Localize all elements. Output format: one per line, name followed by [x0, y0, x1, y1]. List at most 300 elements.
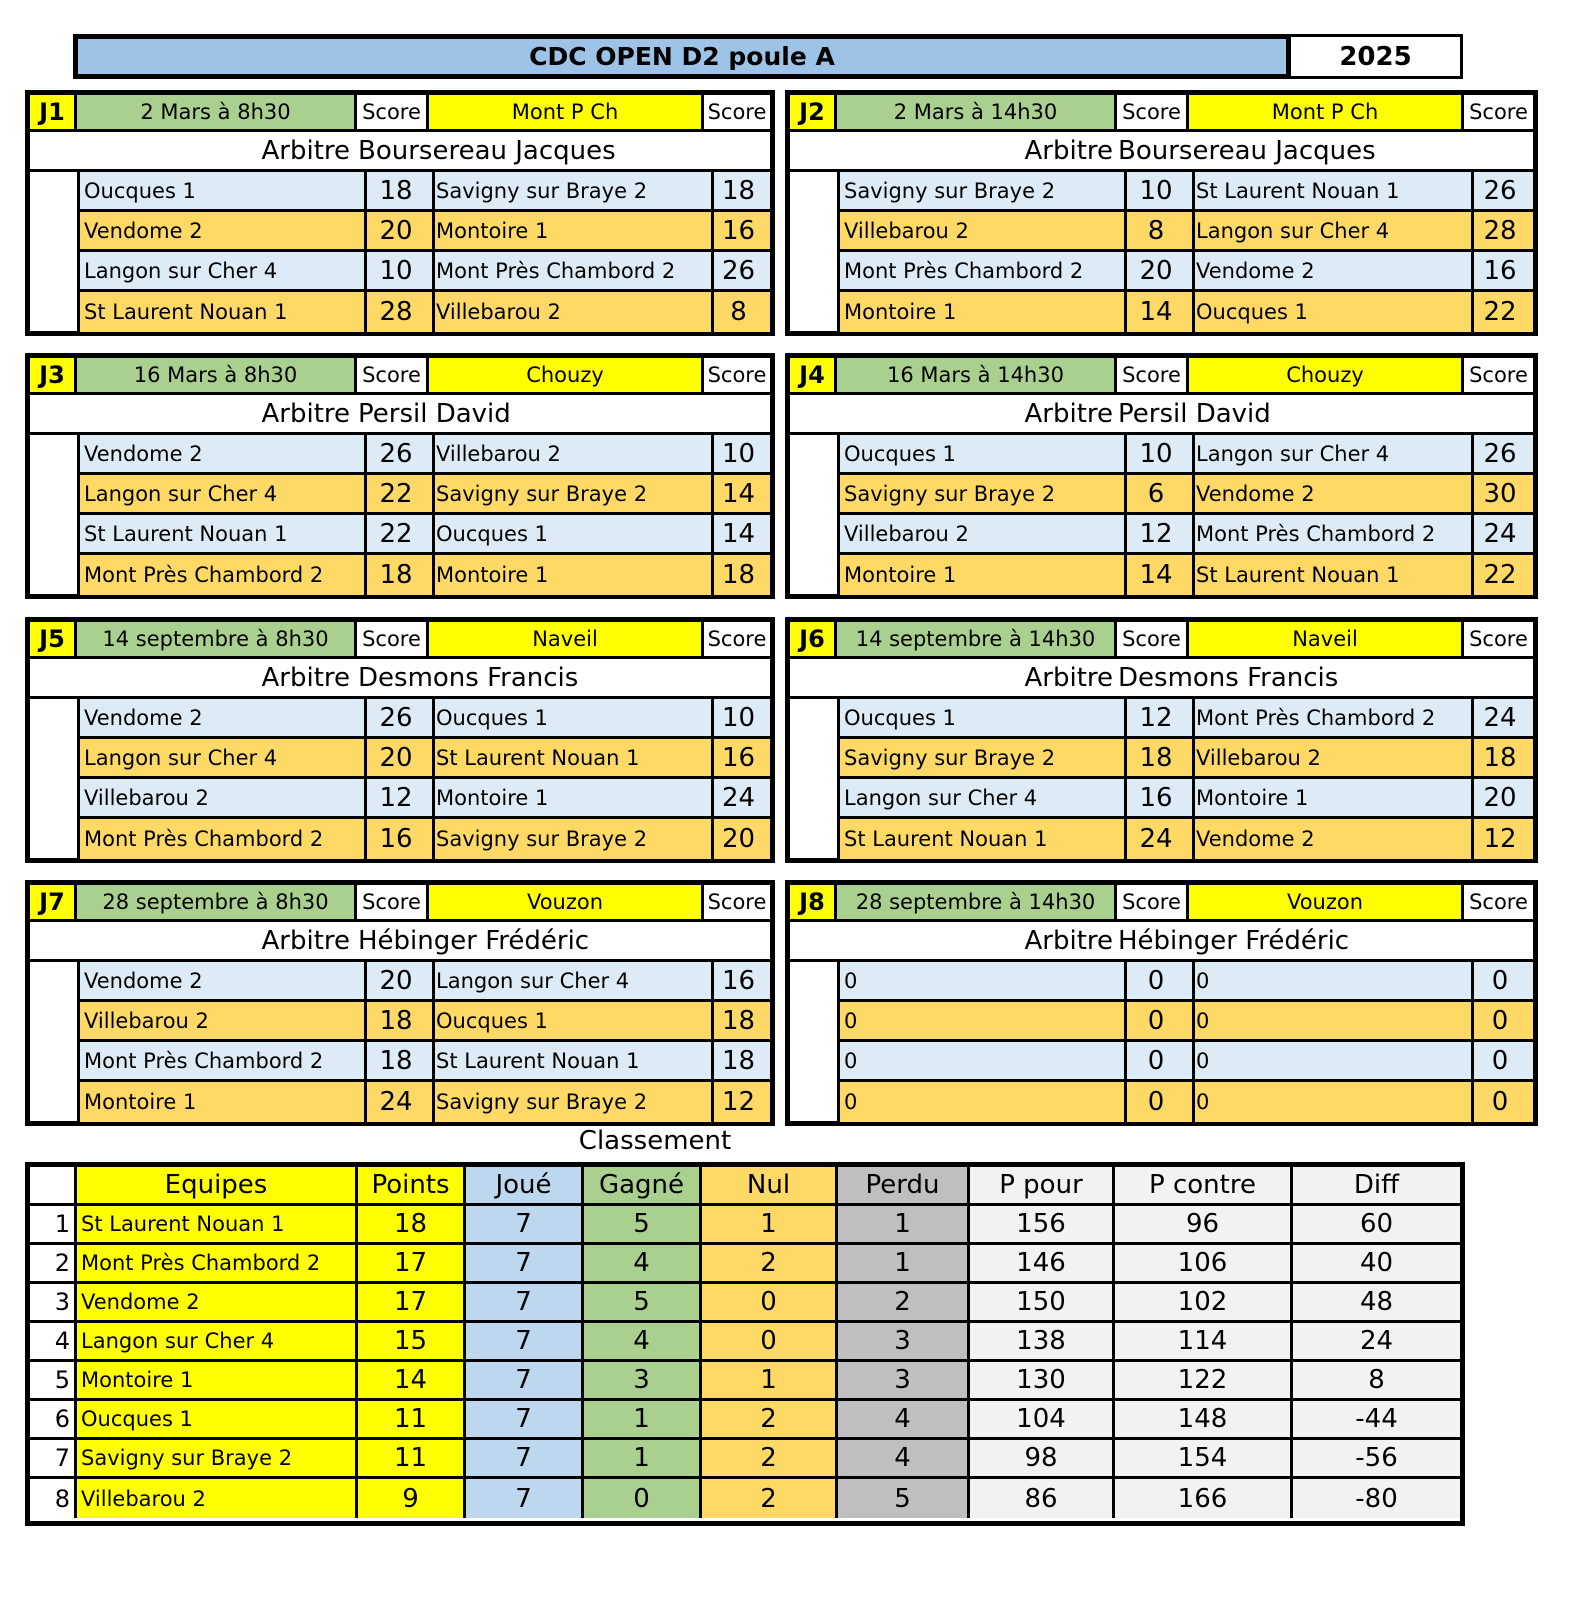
- cell-won: 3: [584, 1362, 702, 1398]
- match-row: [80, 819, 770, 859]
- cell-points-against: 102: [1115, 1284, 1293, 1320]
- match-row: [840, 1082, 1533, 1122]
- cell-points-for: 138: [970, 1323, 1115, 1359]
- journee-block-j2: [785, 90, 1538, 336]
- cell-team: Vendome 2: [77, 1284, 358, 1320]
- home-score: 20: [360, 962, 435, 999]
- away-team: Savigny sur Braye 2: [432, 819, 714, 859]
- cell-played: 7: [466, 1323, 584, 1359]
- journee-date: 2 Mars à 14h30: [837, 95, 1117, 132]
- cell-diff: -44: [1293, 1401, 1460, 1437]
- away-team: 0: [1192, 962, 1474, 999]
- home-team: St Laurent Nouan 1: [80, 292, 367, 332]
- match-grid: [837, 699, 1533, 858]
- journee-tag: J4: [790, 358, 837, 395]
- home-team: Montoire 1: [840, 555, 1127, 595]
- classement-title: Classement: [578, 1126, 732, 1156]
- score-header: Score: [357, 358, 429, 395]
- home-score: 10: [1120, 435, 1195, 472]
- away-score: 16: [721, 215, 756, 246]
- away-score: 12: [721, 1087, 756, 1117]
- cell-lost: 4: [838, 1401, 970, 1437]
- home-score: 16: [1120, 779, 1195, 816]
- home-team: St Laurent Nouan 1: [80, 515, 367, 552]
- cell-team: Langon sur Cher 4: [77, 1323, 358, 1359]
- home-score: 12: [360, 779, 435, 816]
- classement-row: [30, 1401, 1460, 1440]
- home-team: Villebarou 2: [80, 1002, 367, 1039]
- cell-points: 14: [358, 1362, 466, 1398]
- away-team: Langon sur Cher 4: [1192, 435, 1474, 472]
- home-team: Vendome 2: [80, 699, 367, 736]
- journee-date: 16 Mars à 8h30: [77, 358, 357, 395]
- score-header: Score: [357, 622, 429, 659]
- cell-points-for: 98: [970, 1440, 1115, 1476]
- arbitre-name: Hébinger Frédéric: [358, 926, 590, 956]
- home-team: Savigny sur Braye 2: [840, 739, 1127, 776]
- arbitre-label: Arbitre: [1024, 926, 1113, 956]
- away-score: 16: [721, 965, 756, 996]
- home-team: 0: [840, 962, 1127, 999]
- cell-drawn: 2: [702, 1401, 838, 1437]
- journee-venue: Vouzon: [429, 885, 704, 922]
- match-row: [80, 292, 770, 332]
- classement-row: [30, 1284, 1460, 1323]
- cell-points-against: 154: [1115, 1440, 1293, 1476]
- match-row: [840, 962, 1533, 1002]
- score-header: Score: [357, 885, 429, 922]
- cell-won: 0: [584, 1479, 702, 1518]
- match-row: [840, 172, 1533, 212]
- journee-date: 28 septembre à 8h30: [77, 885, 357, 922]
- away-score: 24: [1483, 518, 1517, 549]
- cell-drawn: 0: [702, 1284, 838, 1320]
- home-score: 6: [1120, 475, 1195, 512]
- classement-row: [30, 1206, 1460, 1245]
- home-score: 20: [360, 212, 435, 249]
- away-score: 20: [1483, 782, 1517, 813]
- away-team: Mont Près Chambord 2: [1192, 515, 1474, 552]
- journee-venue: Chouzy: [1189, 358, 1464, 395]
- arbitre-label: Arbitre: [1024, 399, 1113, 429]
- journee-venue: Naveil: [429, 622, 704, 659]
- cell-diff: -56: [1293, 1440, 1460, 1476]
- home-score: 26: [360, 435, 435, 472]
- away-team: Savigny sur Braye 2: [432, 172, 714, 209]
- cell-points: 15: [358, 1323, 466, 1359]
- home-score: 14: [1120, 292, 1195, 332]
- cell-won: 5: [584, 1206, 702, 1242]
- cell-lost: 1: [838, 1206, 970, 1242]
- arbitre-label: Arbitre: [261, 399, 350, 429]
- away-team: Langon sur Cher 4: [432, 962, 714, 999]
- year-box: [1291, 34, 1463, 79]
- cell-played: 7: [466, 1245, 584, 1281]
- away-score: 18: [721, 560, 756, 590]
- home-team: Langon sur Cher 4: [80, 475, 367, 512]
- arbitre-label: Arbitre: [1024, 663, 1113, 693]
- cell-played: 7: [466, 1284, 584, 1320]
- journee-date: 28 septembre à 14h30: [837, 885, 1117, 922]
- match-row: [840, 1002, 1533, 1042]
- away-team: Mont Près Chambord 2: [432, 252, 714, 289]
- home-team: Vendome 2: [80, 435, 367, 472]
- match-row: [80, 212, 770, 252]
- col-header-played: Joué: [466, 1167, 584, 1203]
- home-score: 16: [360, 819, 435, 859]
- home-team: Langon sur Cher 4: [80, 739, 367, 776]
- home-score: 20: [1120, 252, 1195, 289]
- journee-venue: Vouzon: [1189, 885, 1464, 922]
- journee-block-j4: [785, 353, 1538, 599]
- match-grid: [837, 172, 1533, 331]
- rank: 6: [30, 1401, 77, 1437]
- cell-points-for: 130: [970, 1362, 1115, 1398]
- score-header: Score: [1117, 622, 1189, 659]
- away-score: 28: [1483, 215, 1517, 246]
- journee-block-j6: [785, 617, 1538, 863]
- home-team: Langon sur Cher 4: [840, 779, 1127, 816]
- cell-played: 7: [466, 1206, 584, 1242]
- home-team: 0: [840, 1042, 1127, 1079]
- arbitre-label: Arbitre: [261, 663, 350, 693]
- match-grid: [837, 435, 1533, 594]
- away-team: 0: [1192, 1002, 1474, 1039]
- home-team: Langon sur Cher 4: [80, 252, 367, 289]
- journee-tag: J2: [790, 95, 837, 132]
- score-header: Score: [357, 95, 429, 132]
- cell-team: Mont Près Chambord 2: [77, 1245, 358, 1281]
- journee-tag: J1: [30, 95, 77, 132]
- journee-block-j5: [25, 617, 775, 863]
- arbitre-row: [30, 659, 770, 699]
- away-team: Oucques 1: [432, 1002, 714, 1039]
- score-header: Score: [704, 95, 770, 132]
- cell-lost: 2: [838, 1284, 970, 1320]
- journee-venue: Mont P Ch: [429, 95, 704, 132]
- cell-points-for: 146: [970, 1245, 1115, 1281]
- away-team: St Laurent Nouan 1: [1192, 555, 1474, 595]
- home-score: 26: [360, 699, 435, 736]
- cell-diff: 60: [1293, 1206, 1460, 1242]
- home-score: 10: [360, 252, 435, 289]
- cell-points-for: 150: [970, 1284, 1115, 1320]
- match-row: [840, 555, 1533, 595]
- cell-team: Villebarou 2: [77, 1479, 358, 1518]
- match-row: [840, 699, 1533, 739]
- away-score: 18: [721, 175, 756, 206]
- cell-drawn: 1: [702, 1362, 838, 1398]
- cell-drawn: 2: [702, 1479, 838, 1518]
- rank: 8: [30, 1479, 77, 1518]
- away-team: Savigny sur Braye 2: [432, 475, 714, 512]
- col-header-won: Gagné: [584, 1167, 702, 1203]
- score-header: Score: [1117, 358, 1189, 395]
- away-score: 0: [1491, 965, 1509, 996]
- away-team: St Laurent Nouan 1: [1192, 172, 1474, 209]
- match-row: [80, 962, 770, 1002]
- col-header-points-against: P contre: [1115, 1167, 1293, 1203]
- arbitre-name: Persil David: [1118, 399, 1271, 429]
- cell-played: 7: [466, 1401, 584, 1437]
- away-score: 0: [1491, 1087, 1509, 1117]
- score-header: Score: [1117, 95, 1189, 132]
- away-team: St Laurent Nouan 1: [432, 1042, 714, 1079]
- away-team: Montoire 1: [432, 779, 714, 816]
- away-team: Vendome 2: [1192, 475, 1474, 512]
- away-team: Savigny sur Braye 2: [432, 1082, 714, 1122]
- away-score: 18: [721, 1045, 756, 1076]
- match-row: [80, 739, 770, 779]
- away-team: Montoire 1: [432, 555, 714, 595]
- match-row: [80, 252, 770, 292]
- away-score: 8: [730, 297, 747, 327]
- arbitre-row: [30, 395, 770, 435]
- arbitre-name: Boursereau Jacques: [1118, 136, 1376, 166]
- cell-lost: 1: [838, 1245, 970, 1281]
- cell-points-against: 122: [1115, 1362, 1293, 1398]
- journee-tag: J3: [30, 358, 77, 395]
- cell-won: 4: [584, 1323, 702, 1359]
- match-grid: [77, 435, 770, 594]
- journee-date: 14 septembre à 8h30: [77, 622, 357, 659]
- score-header: Score: [1117, 885, 1189, 922]
- journee-venue: Mont P Ch: [1189, 95, 1464, 132]
- cell-lost: 3: [838, 1362, 970, 1398]
- score-header: Score: [1464, 885, 1533, 922]
- away-score: 30: [1483, 478, 1517, 509]
- rank: 7: [30, 1440, 77, 1476]
- away-score: 24: [1483, 702, 1517, 733]
- away-team: 0: [1192, 1082, 1474, 1122]
- away-score: 12: [1483, 824, 1517, 854]
- arbitre-row: [790, 132, 1533, 172]
- away-team: Montoire 1: [432, 212, 714, 249]
- match-row: [80, 1042, 770, 1082]
- home-score: 28: [360, 292, 435, 332]
- home-score: 18: [360, 172, 435, 209]
- home-team: Mont Près Chambord 2: [80, 555, 367, 595]
- away-score: 10: [721, 438, 756, 469]
- home-team: Villebarou 2: [80, 779, 367, 816]
- home-team: Mont Près Chambord 2: [80, 819, 367, 859]
- away-team: Montoire 1: [1192, 779, 1474, 816]
- cell-played: 7: [466, 1440, 584, 1476]
- cell-diff: 40: [1293, 1245, 1460, 1281]
- home-team: Mont Près Chambord 2: [840, 252, 1127, 289]
- match-grid: [77, 699, 770, 858]
- cell-played: 7: [466, 1362, 584, 1398]
- home-score: 18: [360, 1002, 435, 1039]
- cell-diff: 8: [1293, 1362, 1460, 1398]
- home-team: Villebarou 2: [840, 212, 1127, 249]
- journee-date: 14 septembre à 14h30: [837, 622, 1117, 659]
- away-score: 10: [721, 702, 756, 733]
- cell-points-against: 148: [1115, 1401, 1293, 1437]
- away-score: 14: [721, 478, 756, 509]
- arbitre-row: [30, 132, 770, 172]
- match-row: [80, 435, 770, 475]
- home-team: Oucques 1: [840, 699, 1127, 736]
- classement-header-row: [30, 1167, 1460, 1206]
- journee-tag: J8: [790, 885, 837, 922]
- cell-points-against: 114: [1115, 1323, 1293, 1359]
- away-score: 22: [1483, 560, 1517, 590]
- home-score: 24: [1120, 819, 1195, 859]
- cell-drawn: 0: [702, 1323, 838, 1359]
- rank: 3: [30, 1284, 77, 1320]
- match-row: [840, 212, 1533, 252]
- classement-row: [30, 1440, 1460, 1479]
- cell-won: 1: [584, 1440, 702, 1476]
- away-score: 26: [1483, 175, 1517, 206]
- cell-lost: 5: [838, 1479, 970, 1518]
- home-team: Oucques 1: [840, 435, 1127, 472]
- away-score: 0: [1491, 1005, 1509, 1036]
- away-team: Oucques 1: [432, 515, 714, 552]
- cell-played: 7: [466, 1479, 584, 1518]
- home-score: 12: [1120, 515, 1195, 552]
- home-team: Savigny sur Braye 2: [840, 475, 1127, 512]
- home-score: 0: [1120, 1002, 1195, 1039]
- match-grid: [837, 962, 1533, 1121]
- arbitre-name: Persil David: [358, 399, 511, 429]
- home-score: 8: [1120, 212, 1195, 249]
- journee-block-j3: [25, 353, 775, 599]
- score-header: Score: [1464, 358, 1533, 395]
- cell-points: 17: [358, 1245, 466, 1281]
- home-score: 18: [360, 1042, 435, 1079]
- home-score: 0: [1120, 962, 1195, 999]
- classement-row: [30, 1323, 1460, 1362]
- home-score: 24: [360, 1082, 435, 1122]
- away-score: 18: [721, 1005, 756, 1036]
- away-team: St Laurent Nouan 1: [432, 739, 714, 776]
- cell-team: Montoire 1: [77, 1362, 358, 1398]
- rank-header: [30, 1167, 77, 1203]
- away-team: Langon sur Cher 4: [1192, 212, 1474, 249]
- cell-points: 17: [358, 1284, 466, 1320]
- home-team: Savigny sur Braye 2: [840, 172, 1127, 209]
- match-row: [80, 1082, 770, 1122]
- away-score: 24: [721, 782, 756, 813]
- rank: 4: [30, 1323, 77, 1359]
- match-row: [80, 475, 770, 515]
- rank: 1: [30, 1206, 77, 1242]
- match-row: [840, 292, 1533, 332]
- cell-won: 4: [584, 1245, 702, 1281]
- classement-table: [25, 1162, 1465, 1526]
- match-grid: [77, 172, 770, 331]
- score-header: Score: [1464, 95, 1533, 132]
- away-team: Villebarou 2: [1192, 739, 1474, 776]
- cell-lost: 4: [838, 1440, 970, 1476]
- home-score: 0: [1120, 1042, 1195, 1079]
- away-score: 26: [1483, 438, 1517, 469]
- match-row: [840, 435, 1533, 475]
- cell-points-for: 86: [970, 1479, 1115, 1518]
- home-team: Montoire 1: [80, 1082, 367, 1122]
- home-score: 22: [360, 475, 435, 512]
- page-title: CDC OPEN D2 poule A: [529, 42, 835, 71]
- match-row: [840, 252, 1533, 292]
- arbitre-name: Desmons Francis: [1118, 663, 1339, 693]
- home-team: Montoire 1: [840, 292, 1127, 332]
- title-bar: [73, 34, 1291, 79]
- match-row: [840, 1042, 1533, 1082]
- score-header: Score: [704, 358, 770, 395]
- cell-drawn: 2: [702, 1440, 838, 1476]
- journee-block-j7: [25, 880, 775, 1126]
- journee-date: 2 Mars à 8h30: [77, 95, 357, 132]
- cell-lost: 3: [838, 1323, 970, 1359]
- match-grid: [77, 962, 770, 1121]
- match-row: [840, 819, 1533, 859]
- match-row: [80, 172, 770, 212]
- home-score: 14: [1120, 555, 1195, 595]
- away-team: Vendome 2: [1192, 252, 1474, 289]
- cell-points-for: 156: [970, 1206, 1115, 1242]
- cell-points: 11: [358, 1401, 466, 1437]
- cell-drawn: 1: [702, 1206, 838, 1242]
- arbitre-label: Arbitre: [261, 926, 350, 956]
- away-score: 14: [721, 518, 756, 549]
- cell-diff: 24: [1293, 1323, 1460, 1359]
- match-row: [80, 515, 770, 555]
- home-team: Oucques 1: [80, 172, 367, 209]
- home-team: 0: [840, 1082, 1127, 1122]
- cell-points: 18: [358, 1206, 466, 1242]
- cell-drawn: 2: [702, 1245, 838, 1281]
- journee-tag: J5: [30, 622, 77, 659]
- cell-points-against: 106: [1115, 1245, 1293, 1281]
- away-score: 16: [1483, 255, 1517, 286]
- arbitre-name: Hébinger Frédéric: [1118, 926, 1350, 956]
- cell-won: 5: [584, 1284, 702, 1320]
- cell-team: St Laurent Nouan 1: [77, 1206, 358, 1242]
- away-team: Vendome 2: [1192, 819, 1474, 859]
- away-score: 18: [1483, 742, 1517, 773]
- arbitre-row: [790, 922, 1533, 962]
- away-team: Oucques 1: [432, 699, 714, 736]
- col-header-lost: Perdu: [838, 1167, 970, 1203]
- col-header-diff: Diff: [1293, 1167, 1460, 1203]
- away-team: 0: [1192, 1042, 1474, 1079]
- journee-block-j1: [25, 90, 775, 336]
- home-score: 18: [1120, 739, 1195, 776]
- match-row: [80, 699, 770, 739]
- away-team: Oucques 1: [1192, 292, 1474, 332]
- classement-row: [30, 1479, 1460, 1518]
- match-row: [80, 555, 770, 595]
- col-header-team: Equipes: [77, 1167, 358, 1203]
- rank: 2: [30, 1245, 77, 1281]
- home-score: 18: [360, 555, 435, 595]
- away-score: 26: [721, 255, 756, 286]
- away-score: 22: [1483, 297, 1517, 327]
- arbitre-row: [30, 922, 770, 962]
- match-row: [840, 779, 1533, 819]
- score-header: Score: [704, 885, 770, 922]
- match-row: [80, 1002, 770, 1042]
- score-header: Score: [1464, 622, 1533, 659]
- home-score: 0: [1120, 1082, 1195, 1122]
- classement-row: [30, 1245, 1460, 1284]
- col-header-points-for: P pour: [970, 1167, 1115, 1203]
- cell-team: Oucques 1: [77, 1401, 358, 1437]
- home-team: 0: [840, 1002, 1127, 1039]
- col-header-points: Points: [358, 1167, 466, 1203]
